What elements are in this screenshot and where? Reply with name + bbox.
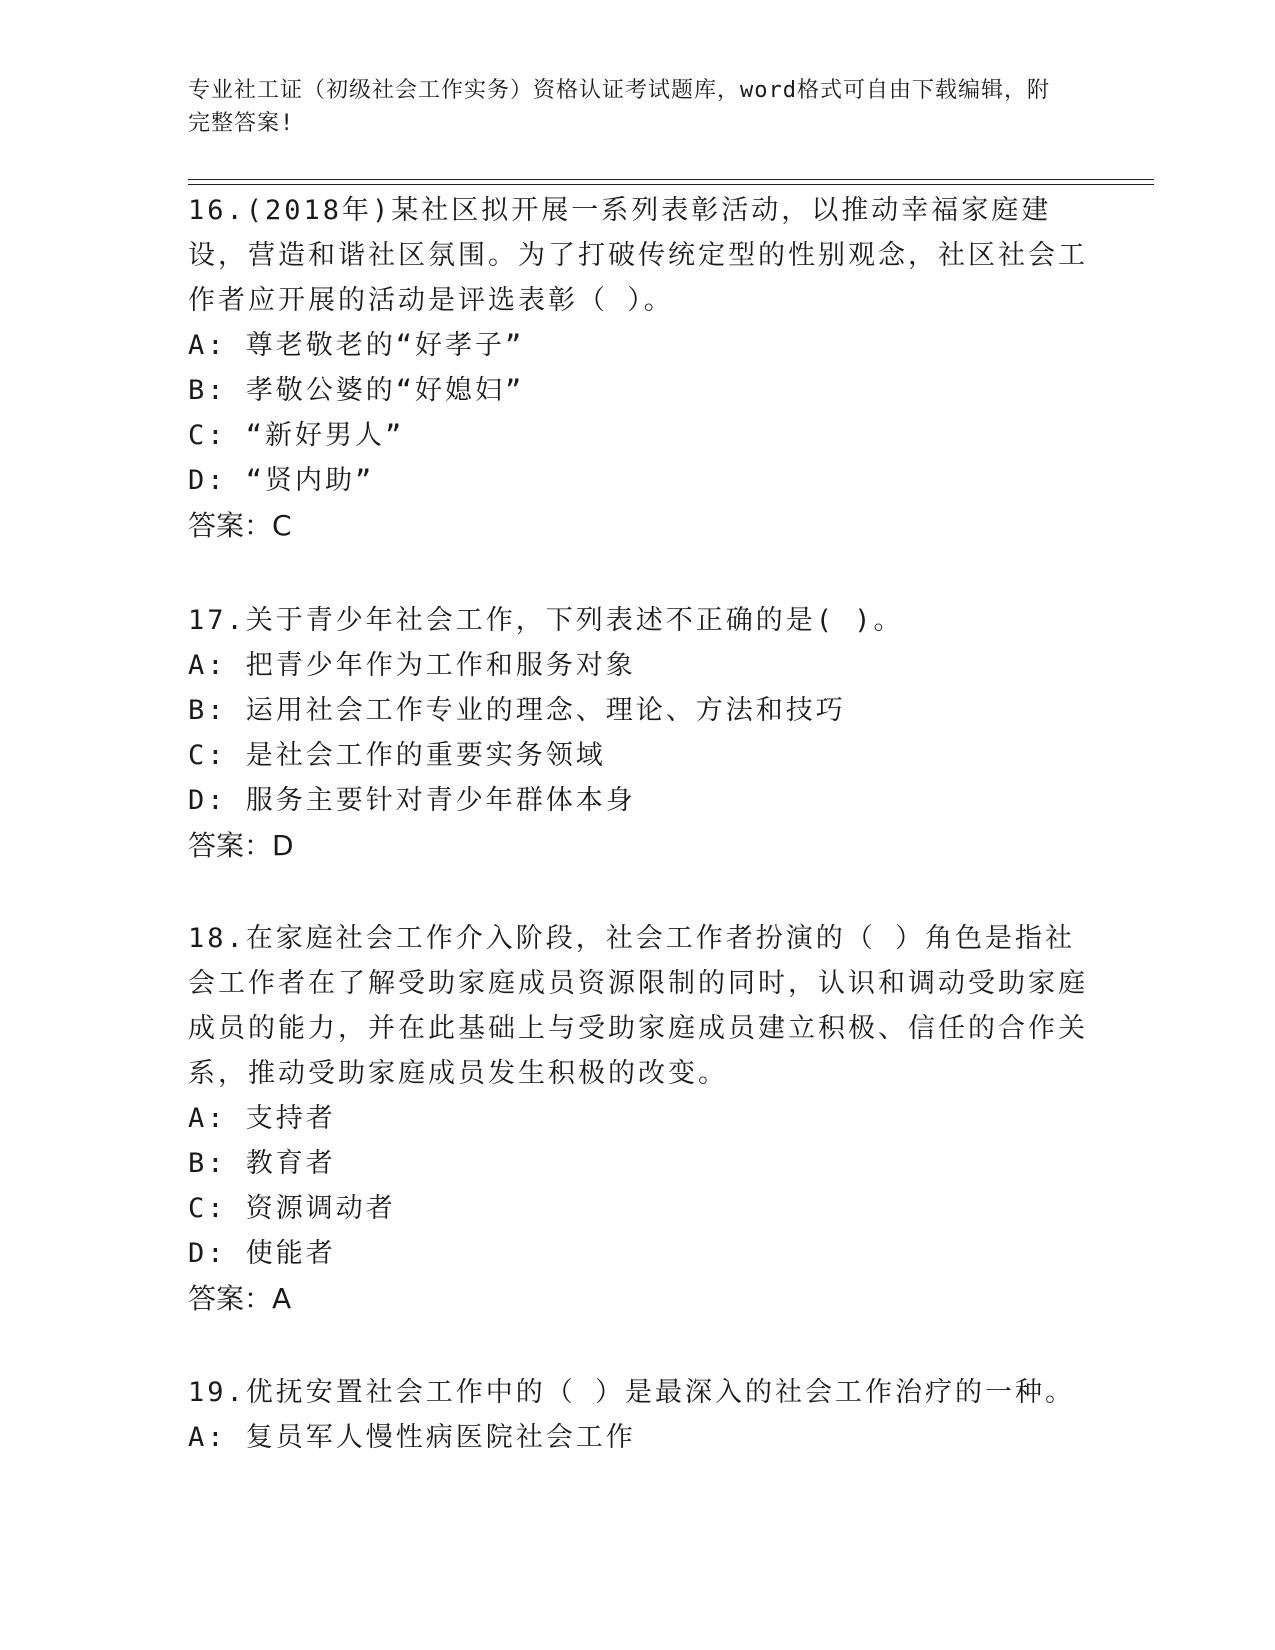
option-b: B: 孝敬公婆的“好媳妇”	[188, 375, 525, 406]
option-a: A: 把青少年作为工作和服务对象	[188, 650, 636, 681]
question-17	[188, 598, 1088, 868]
option-d: D: 使能者	[188, 1238, 336, 1269]
option-d: D: “贤内助”	[188, 465, 375, 496]
question-stem: 17.关于青少年社会工作，下列表述不正确的是( )。	[188, 605, 904, 636]
document-header: 专业社工证（初级社会工作实务）资格认证考试题库，word格式可自由下载编辑，附完整答案!	[188, 78, 1050, 136]
answer-label: 答案：D	[188, 829, 294, 862]
header-divider-bottom	[188, 184, 1154, 185]
option-b: B: 运用社会工作专业的理念、理论、方法和技巧	[188, 695, 846, 726]
answer-label: 答案：C	[188, 509, 292, 542]
question-stem: 16.(2018年)某社区拟开展一系列表彰活动，以推动幸福家庭建设，营造和谐社区氛围。为了打破传统定型的性别观念，社区社会工作者应开展的活动是评选表彰（ ）。	[188, 195, 1088, 316]
option-c: C: “新好男人”	[188, 420, 405, 451]
option-c: C: 是社会工作的重要实务领域	[188, 740, 606, 771]
question-19	[188, 1370, 1088, 1460]
header-divider-top	[188, 179, 1154, 180]
option-a: A: 复员军人慢性病医院社会工作	[188, 1422, 636, 1453]
option-d: D: 服务主要针对青少年群体本身	[188, 785, 636, 816]
question-18	[188, 916, 1088, 1321]
option-a: A: 支持者	[188, 1103, 336, 1134]
question-stem: 18.在家庭社会工作介入阶段，社会工作者扮演的（ ）角色是指社会工作者在了解受助家庭成员资源限制的同时，认识和调动受助家庭成员的能力，并在此基础上与受助家庭成员建立积极、信任的合作关系，推动受助家庭成员发生积极的改变。	[188, 923, 1088, 1089]
question-16	[188, 188, 1088, 548]
option-c: C: 资源调动者	[188, 1193, 396, 1224]
question-stem: 19.优抚安置社会工作中的（ ）是最深入的社会工作治疗的一种。	[188, 1377, 1076, 1408]
option-a: A: 尊老敬老的“好孝子”	[188, 330, 525, 361]
option-b: B: 教育者	[188, 1148, 336, 1179]
answer-label: 答案：A	[188, 1282, 292, 1315]
